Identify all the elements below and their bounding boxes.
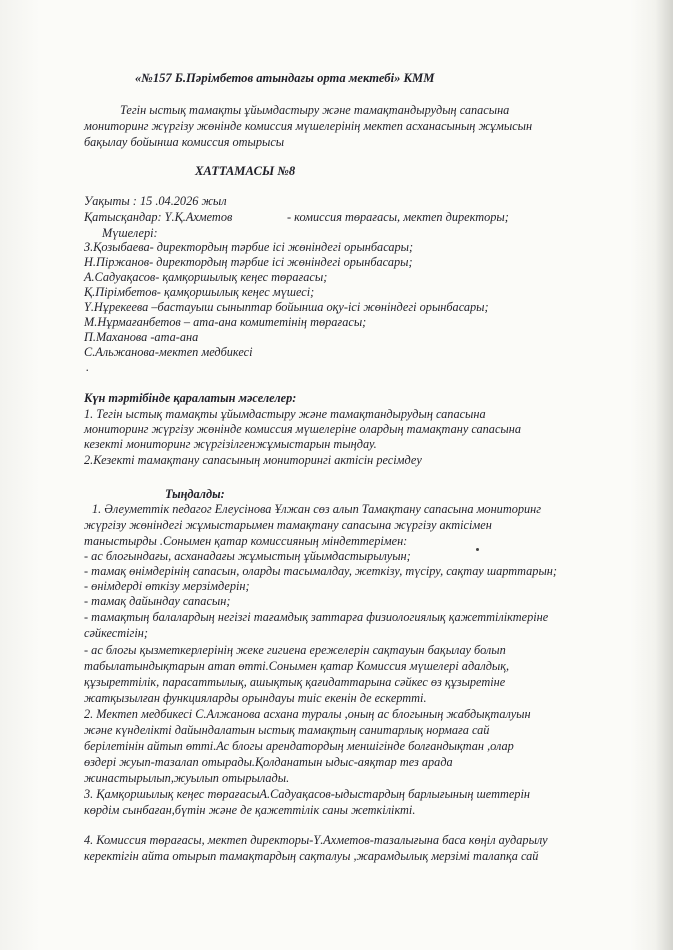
member-item: С.Альжанова-мектеп медбикесі [84,345,253,359]
heard-line: жинастырылып,жуылып отырылады. [84,771,290,785]
protocol-title: ХАТТАМАСЫ №8 [195,164,296,178]
members-label: Мүшелері: [102,226,158,240]
subject-line-2: мониторинг жүргізу жөнінде комиссия мүшелерінің мектеп асханасының жұмысын [84,119,533,133]
agenda-line: кезекті мониторинг жүргізілгенжұмыстарын тыңдау. [84,437,377,451]
page-edge-shadow [655,0,673,950]
heard-line: құзыреттілік, парасаттылық, ашықтық қағидаттарына сәйкес өз құзыретіне [84,675,506,689]
heard-line: табылатындықтарын атап өтті.Сонымен қатар Комиссия мүшелері адалдық, [84,659,510,673]
heard-line: жүргізу жөніндегі жұмыстарымен тамақтану сапасына жүргізу актісімен [84,518,492,532]
heard-line: жатқызылған функцияларды орындауы тиіс екенін де ескертті. [84,691,427,705]
heard-line: берілетінін айтып өтті.Ас блогы арендатордың меншігінде болғандықтан ,олар [84,739,514,753]
meeting-date: Уақыты : 15 .04.2026 жыл [84,194,227,208]
heard-line: - тамақтың балалардың негізгі тағамдық заттарға физиологиялық қажеттіліктеріне [84,610,549,624]
member-item: Н.Піржанов- директордың тәрбие ісі жөніндегі орынбасары; [84,255,413,269]
subject-line-1: Тегін ыстық тамақты ұйымдастыру және тамақтандырудың сапасына [120,103,510,117]
agenda-line: 2.Кезекті тамақтану сапасының мониторингі актісін ресімдеу [84,453,422,467]
heard-line: таныстырды .Сонымен қатар комиссияның міндеттерімен: [84,534,408,548]
member-item: З.Қозыбаева- директордың тәрбие ісі жөніндегі орынбасары; [84,240,414,254]
heard-line: өздері жуып-тазалап отырады.Қолданатын ыдыс-аяқтар тез арада [84,755,453,769]
member-item: М.Нұрмағанбетов – ата-ана комитетінің төрағасы; [84,315,367,329]
heard-line: 4. Комиссия төрағасы, мектеп директоры-Ү.Ахметов-тазалығына баса көңіл аударылу [84,833,548,847]
member-item: Қ.Пірімбетов- қамқоршылық кеңес мүшесі; [84,285,315,299]
heard-line: керектігін айта отырып тамақтардың сақталуы ,жарамдылық мерзімі талапқа сай [84,849,539,863]
agenda-title: Күн тәртібінде қаралатын мәселелер: [84,391,297,405]
member-item: П.Маханова -ата-ана [84,330,199,344]
participants-label: Қатысқандар: Ү.Қ.Ахметов [84,210,233,224]
subject-line-3: бақылау бойынша комиссия отырысы [84,135,285,149]
heard-line: - өнімдерді өткізу мерзімдерін; [84,579,250,593]
chair-role: - комиссия төрағасы, мектеп директоры; [287,210,509,224]
heard-line: және күнделікті дайындалатын ыстық тамақтың санитарлық нормаға сай [84,723,490,737]
heard-line: - ас блогындағы, асханадағы жұмыстың ұйымдастырылуын; [84,549,411,563]
scan-speck [476,548,479,551]
stray-dot: . [86,360,90,374]
member-item: Ү.Нұрекеева –бастауыш сыныптар бойынша оқу-ісі жөніндегі орынбасары; [84,300,489,314]
agenda-line: мониторинг жүргізу жөнінде комиссия мүшелеріне олардың тамақтану сапасына [84,422,521,436]
heard-line: - ас блогы қызметкерлерінің жеке гигиена ережелерін сақтауын бақылау болып [84,643,506,657]
agenda-line: 1. Тегін ыстық тамақты ұйымдастыру және тамақтандырудың сапасына [84,407,486,421]
heard-title: Тыңдалды: [165,487,225,501]
member-item: А.Садуақасов- қамқоршылық кеңес төрағасы; [84,270,328,284]
heard-line: 3. Қамқоршылық кеңес төрағасыА.Садуақасов-ыдыстардың барлығының шеттерін [84,787,530,801]
school-name: «№157 Б.Пәрімбетов атындағы орта мектебі» КММ [135,71,435,85]
heard-line: 2. Мектеп медбикесі С.Алжанова асхана туралы ,оның ас блогының жабдықталуын [84,707,531,721]
heard-line: 1. Әлеуметтік педагог Елеусінова Ұлжан сөз алып Тамақтану сапасына мониторинг [92,502,542,516]
heard-line: сәйкестігін; [84,626,148,640]
heard-line: көрдім сынбаған,бүтін және де қажеттілік саны жеткілікті. [84,803,416,817]
heard-line: - тамақ дайындау сапасын; [84,594,231,608]
heard-line: - тамақ өнімдерінің сапасын, оларды тасымалдау, жеткізу, түсіру, сақтау шарттарын; [84,564,557,578]
